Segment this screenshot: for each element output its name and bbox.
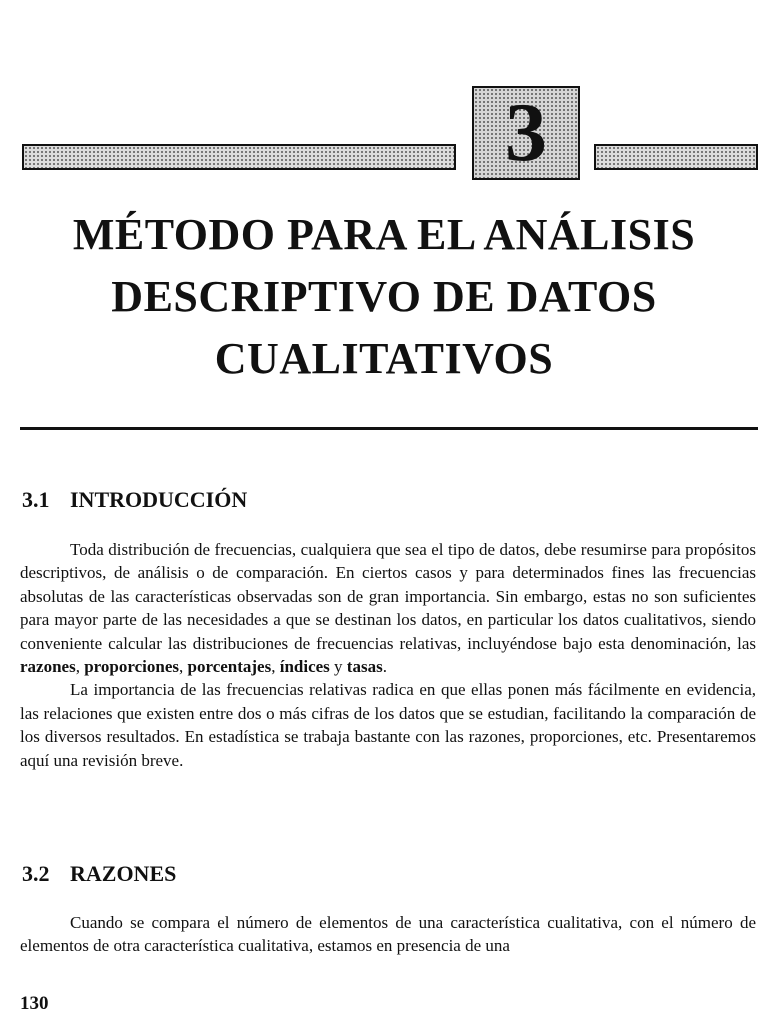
section-heading-razones	[22, 861, 176, 887]
chapter-title	[20, 204, 748, 390]
term-razones: razones	[20, 657, 76, 677]
paragraph: La importancia de las frecuencias relativas radica en que ellas ponen más fácilmente en evidencia, las relaciones que existen entre dos o más cifras de los datos que se estudian, facilitando la comparación de los diversos resultados. En estadística se trabaja bastante con las razones, proporciones, etc. Presentaremos aquí una revisión breve.	[20, 680, 756, 770]
separator: y	[329, 657, 347, 677]
chapter-banner	[22, 86, 758, 182]
paragraph: Cuando se compara el número de elementos de una característica cualitativa, con el número de elementos de otra característica cualitativa, estamos en presencia de una	[20, 913, 756, 956]
separator: .	[382, 657, 387, 677]
term-proporciones: proporciones	[84, 657, 179, 677]
paragraph-text: Toda distribución de frecuencias, cualquiera que sea el tipo de datos, debe resumirse para propósitos descriptivos, de análisis o de comparación. En ciertos casos y para determinados fines las frecuencias absolutas de las características observadas son de gran importancia. Sin embargo, estas no son suficientes para mayor parte de las necesidades a que se destinan los datos, en particular los datos cualitativos, siendo conveniente calcular las distribuciones de frecuencias relativas, incluyéndose bajo esta denominación, las	[20, 540, 756, 653]
term-indices: índices	[279, 657, 330, 677]
banner-bar-left	[22, 144, 456, 170]
separator: ,	[75, 657, 85, 677]
section-body-razones	[20, 911, 756, 958]
separator: ,	[271, 657, 280, 677]
section-body-introduccion	[20, 538, 756, 772]
page-number: 130	[20, 993, 49, 1014]
chapter-title-line: MÉTODO PARA EL ANÁLISIS	[72, 210, 696, 259]
chapter-title-line: DESCRIPTIVO DE DATOS	[111, 272, 657, 321]
term-tasas: tasas	[346, 657, 383, 677]
section-title: RAZONES	[70, 861, 177, 886]
chapter-number-box	[472, 86, 580, 180]
separator: ,	[179, 657, 188, 677]
chapter-number: 3	[505, 86, 547, 179]
section-number: 3.2	[22, 861, 50, 886]
banner-bar-right	[594, 144, 758, 170]
section-heading-introduccion	[22, 487, 247, 513]
section-number: 3.1	[22, 487, 50, 512]
title-divider	[20, 427, 758, 430]
term-porcentajes: porcentajes	[187, 657, 272, 677]
paragraph	[20, 538, 756, 678]
chapter-title-line: CUALITATIVOS	[214, 334, 554, 383]
section-title: INTRODUCCIÓN	[70, 487, 248, 512]
